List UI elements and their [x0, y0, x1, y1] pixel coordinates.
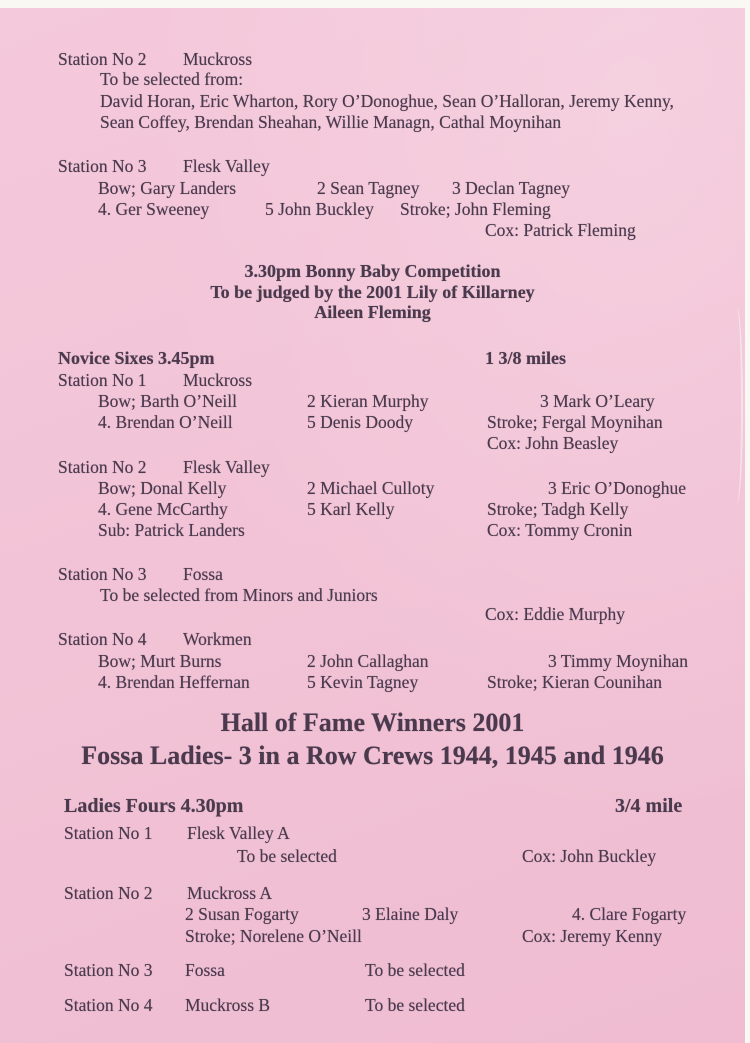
crew-row: [0, 411, 745, 433]
text-segment: To be selected from Minors and Juniors: [100, 585, 378, 605]
text-segment: 2 Kieran Murphy: [307, 391, 429, 411]
text-segment: 2 John Callaghan: [307, 651, 429, 671]
text-segment: To be judged by the 2001 Lily of Killarney: [210, 282, 535, 302]
text-segment: To be selected: [237, 846, 337, 866]
text-segment: Bow; Murt Burns: [98, 651, 222, 671]
text-segment: Muckross: [183, 49, 253, 69]
text-segment: 1 3/8 miles: [485, 348, 566, 368]
text-segment: Aileen Fleming: [314, 302, 431, 322]
text-segment: 3.30pm Bonny Baby Competition: [244, 261, 501, 281]
crew-row: [0, 903, 745, 925]
text-segment: 2 Susan Fogarty: [185, 904, 299, 924]
text-segment: 3 Declan Tagney: [452, 178, 570, 198]
text-segment: Cox: Tommy Cronin: [487, 520, 633, 540]
crew-row: [0, 177, 745, 199]
text-segment: 3 Timmy Moynihan: [548, 651, 689, 671]
text-segment: Fossa Ladies- 3 in a Row Crews 1944, 1945 and 1946: [81, 741, 664, 770]
station-row: [0, 994, 745, 1016]
text-segment: Station No 3: [58, 564, 147, 584]
text-segment: Station No 1: [58, 370, 147, 390]
crew-row: [0, 477, 745, 499]
race-header-row: [0, 347, 745, 369]
text-segment: Stroke; Fergal Moynihan: [487, 412, 663, 432]
text-segment: Cox: Patrick Fleming: [485, 220, 636, 240]
text-segment: Stroke; John Fleming: [400, 199, 551, 219]
crew-row: [0, 671, 745, 693]
crew-row: [0, 390, 745, 412]
text-segment: 4. Brendan O’Neill: [98, 412, 233, 432]
text-segment: 2 Sean Tagney: [317, 178, 420, 198]
station-row: [0, 369, 745, 391]
text-segment: 5 John Buckley: [265, 199, 374, 219]
text-segment: Fossa: [183, 564, 223, 584]
text-segment: Stroke; Tadgh Kelly: [487, 499, 629, 519]
text-segment: 5 Kevin Tagney: [307, 672, 419, 692]
event-announcement: [0, 281, 745, 303]
text-segment: Novice Sixes 3.45pm: [58, 348, 215, 368]
text-segment: Station No 4: [64, 995, 153, 1015]
cox-row: [0, 219, 745, 241]
text-segment: Station No 3: [64, 960, 153, 980]
text-segment: 3 Elaine Daly: [362, 904, 459, 924]
text-segment: Bow; Barth O’Neill: [98, 391, 238, 411]
text-segment: Ladies Fours 4.30pm: [64, 795, 244, 817]
text-segment: Station No 2: [58, 49, 147, 69]
text-segment: To be selected: [365, 995, 465, 1015]
text-segment: Flesk Valley: [183, 156, 270, 176]
event-announcement: [0, 301, 745, 323]
station-row: [0, 628, 745, 650]
text-segment: Station No 4: [58, 629, 147, 649]
text-segment: Cox: Jeremy Kenny: [522, 926, 662, 946]
text-segment: 3 Eric O’Donoghue: [548, 478, 687, 498]
event-announcement: [0, 260, 745, 282]
station-row: [0, 959, 745, 981]
text-segment: 4. Gene McCarthy: [98, 499, 228, 519]
text-segment: 5 Denis Doody: [307, 412, 413, 432]
hall-of-fame-subtitle: [0, 741, 745, 770]
text-segment: Bow; Donal Kelly: [98, 478, 227, 498]
text-segment: Cox: Eddie Murphy: [485, 604, 625, 624]
text-segment: 3 Mark O’Leary: [540, 391, 655, 411]
text-segment: Cox: John Beasley: [487, 433, 619, 453]
text-segment: Station No 2: [58, 457, 147, 477]
crew-row: [0, 198, 745, 220]
text-segment: Station No 1: [64, 823, 153, 843]
crew-row: [0, 650, 745, 672]
text-segment: 4. Ger Sweeney: [98, 199, 210, 219]
text-segment: David Horan, Eric Wharton, Rory O’Donoghue, Sean O’Halloran, Jeremy Kenny,: [100, 91, 674, 111]
text-segment: Muckross A: [187, 883, 273, 903]
race-header-row: [0, 795, 745, 817]
text-segment: Bow; Gary Landers: [98, 178, 237, 198]
cox-row: [0, 432, 745, 454]
text-segment: Stroke; Kieran Counihan: [487, 672, 662, 692]
text-segment: 2 Michael Culloty: [307, 478, 435, 498]
text-segment: Muckross: [183, 370, 253, 390]
text-segment: 5 Karl Kelly: [307, 499, 395, 519]
text-segment: 4. Clare Fogarty: [572, 904, 687, 924]
document-page: [0, 8, 745, 1043]
text-segment: Workmen: [183, 629, 252, 649]
text-segment: To be selected: [365, 960, 465, 980]
note-row: [0, 68, 745, 90]
crew-row: [0, 498, 745, 520]
names-row: [0, 111, 745, 133]
text-segment: Cox: John Buckley: [522, 846, 657, 866]
station-row: [0, 155, 745, 177]
station-row: [0, 456, 745, 478]
station-row: [0, 882, 745, 904]
text-segment: Muckross B: [185, 995, 271, 1015]
text-segment: Station No 2: [64, 883, 153, 903]
text-segment: To be selected from:: [100, 69, 244, 89]
text-segment: 3/4 mile: [615, 795, 683, 817]
names-row: [0, 90, 745, 112]
text-segment: 4. Brendan Heffernan: [98, 672, 250, 692]
crew-row: [0, 519, 745, 541]
text-segment: Fossa: [185, 960, 225, 980]
text-segment: Sub: Patrick Landers: [98, 520, 245, 540]
cox-row: [0, 603, 745, 625]
text-segment: Flesk Valley: [183, 457, 270, 477]
hall-of-fame-title: [0, 708, 745, 737]
text-segment: Station No 3: [58, 156, 147, 176]
text-segment: Hall of Fame Winners 2001: [220, 708, 525, 737]
crew-row: [0, 925, 745, 947]
text-segment: Flesk Valley A: [187, 823, 290, 843]
text-segment: Stroke; Norelene O’Neill: [185, 926, 362, 946]
text-segment: Sean Coffey, Brendan Sheahan, Willie Managn, Cathal Moynihan: [100, 112, 562, 132]
station-row: [0, 822, 745, 844]
station-row: [0, 48, 745, 70]
note-row: [0, 845, 745, 867]
station-row: [0, 563, 745, 585]
